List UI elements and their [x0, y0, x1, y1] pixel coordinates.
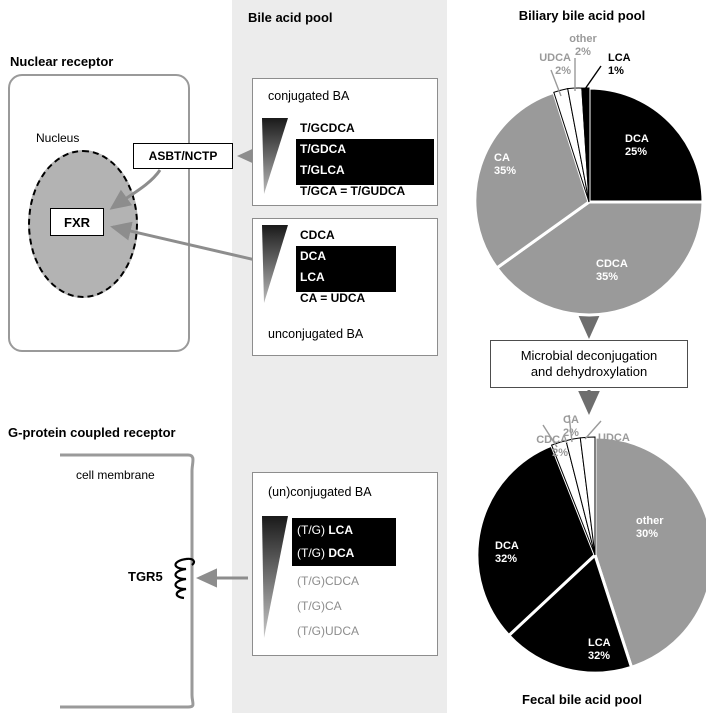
biliary-pie-chart	[465, 78, 706, 326]
tgr5-helix-icon	[166, 556, 202, 602]
biliary-label-ca: CA 35%	[494, 152, 517, 177]
unconjugated-gradient-triangle	[262, 225, 294, 305]
unconjugated-line-1: CDCA	[300, 228, 335, 242]
unconjugated-line-2: DCA	[300, 249, 326, 263]
microbial-process-box	[490, 340, 688, 388]
fxr-receptor-box: FXR	[50, 208, 104, 236]
conjugated-gradient-triangle	[262, 118, 294, 196]
fecal-label-cdca: CDCA 2%	[536, 434, 568, 459]
biliary-pie-title: Biliary bile acid pool	[518, 8, 646, 23]
conjugated-line-4: T/GCA = T/GUDCA	[300, 184, 406, 198]
conjugated-ba-title: conjugated BA	[268, 89, 350, 103]
biliary-label-dca: DCA 25%	[625, 133, 649, 158]
gpcr-gradient-triangle	[262, 516, 294, 640]
gpcr-title: G-protein coupled receptor	[8, 425, 176, 440]
nucleus-label: Nucleus	[36, 131, 80, 145]
gpcr-line-4: (T/G)CA	[297, 599, 342, 613]
conjugated-line-3: T/GLCA	[300, 163, 345, 177]
gpcr-ba-title: (un)conjugated BA	[268, 485, 372, 499]
fecal-label-udca: UDCA 2%	[598, 432, 630, 457]
unconjugated-line-4: CA = UDCA	[300, 291, 366, 305]
fecal-label-lca: LCA 32%	[588, 637, 611, 662]
fecal-label-dca: DCA 32%	[495, 540, 519, 565]
unconjugated-line-3: LCA	[300, 270, 325, 284]
microbial-line-2: and dehydroxylation	[530, 364, 648, 379]
gpcr-line-3: (T/G)CDCA	[297, 574, 359, 588]
conjugated-line-1: T/GCDCA	[300, 121, 355, 135]
biliary-label-udca: UDCA 2%	[539, 52, 571, 77]
nuclear-receptor-title: Nuclear receptor	[10, 54, 114, 69]
biliary-label-other: other 2%	[569, 33, 597, 58]
gpcr-line-1: (T/G) LCA	[297, 523, 353, 537]
fecal-pie-title: Fecal bile acid pool	[522, 692, 642, 707]
fecal-label-other: other 30%	[636, 515, 664, 540]
unconjugated-ba-title: unconjugated BA	[268, 327, 364, 341]
asbt-nctp-transporter-box: ASBT/NCTP	[133, 143, 233, 169]
gpcr-line-5: (T/G)UDCA	[297, 624, 359, 638]
biliary-label-lca: LCA 1%	[608, 52, 631, 77]
conjugated-line-2: T/GDCA	[300, 142, 346, 156]
biliary-label-cdca: CDCA 35%	[596, 258, 628, 283]
tgr5-label: TGR5	[128, 569, 163, 584]
fecal-label-ca: CA 2%	[563, 414, 579, 439]
cell-membrane-label: cell membrane	[76, 468, 155, 482]
bile-acid-pool-title: Bile acid pool	[248, 10, 333, 25]
gpcr-line-2: (T/G) DCA	[297, 546, 355, 560]
microbial-line-1: Microbial deconjugation	[520, 347, 658, 363]
